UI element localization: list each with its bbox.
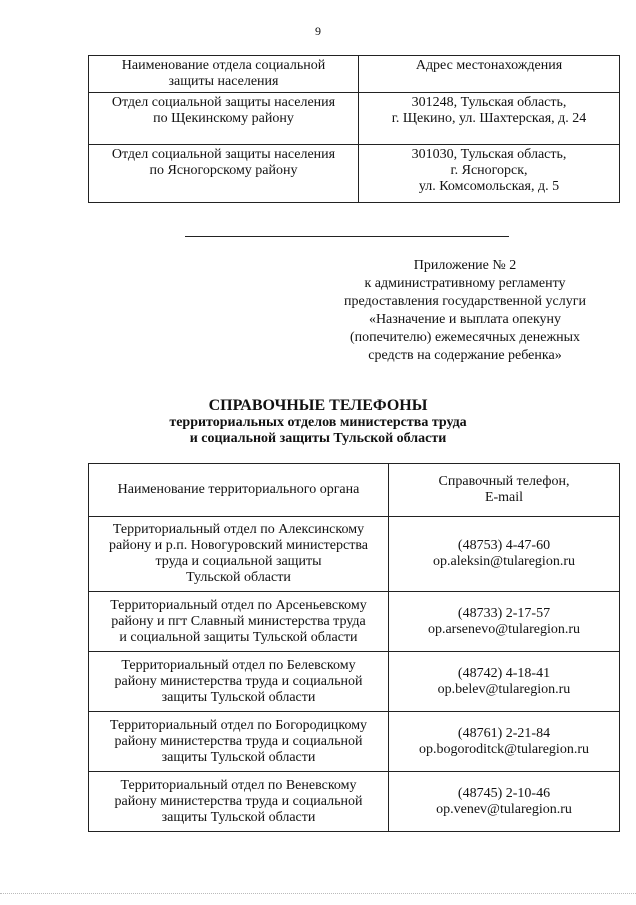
table-header-row <box>89 56 620 93</box>
phone-number: (48733) 2-17-57 <box>457 605 551 621</box>
phone-number: (48753) 4-47-60 <box>457 538 551 553</box>
heading-subtitle-line: территориальных отделов министерства труда <box>169 415 467 430</box>
appendix-caption: Приложение № 2 к административному регламенту предоставления государственной услуги «Назначение и выплата опекуну (попечителю) ежемесячных денежных средств на содержание ребенка» <box>344 258 586 363</box>
territorial-body-cell: Территориальный отдел по Белевскому району министерства труда и социальной защиты Тульской области <box>89 652 389 712</box>
heading-subtitle-line: и социальной защиты Тульской области <box>189 431 447 446</box>
document-heading <box>0 397 636 447</box>
address-cell: 301248, Тульская область, г. Щекино, ул. Шахтерская, д. 24 <box>359 93 620 145</box>
table-row <box>89 712 620 772</box>
contact-cell <box>389 652 620 712</box>
email-address: op.arsenevo@tularegion.ru <box>427 621 581 637</box>
department-name-cell: Отдел социальной защиты населения по Ясногорскому району <box>89 145 359 203</box>
territorial-body-cell: Территориальный отдел по Арсеньевскому району и пгт Славный министерства труда и социальной защиты Тульской области <box>89 592 389 652</box>
phone-number: (48742) 4-18-41 <box>457 665 551 681</box>
email-address: op.aleksin@tularegion.ru <box>433 554 575 569</box>
territorial-body-cell: Территориальный отдел по Богородицкому району министерства труда и социальной защиты Тульской области <box>89 712 389 772</box>
header-territorial-body: Наименование территориального органа <box>89 464 389 517</box>
table-row <box>89 145 620 203</box>
email-address: op.venev@tularegion.ru <box>436 801 572 817</box>
header-phone-email: Справочный телефон, E-mail <box>389 464 620 517</box>
table-row <box>89 93 620 145</box>
phone-number: (48745) 2-10-46 <box>457 785 551 801</box>
scan-artifact-line <box>0 893 636 900</box>
contact-cell <box>389 592 620 652</box>
social-protection-departments-table <box>88 55 620 203</box>
email-address: op.belev@tularegion.ru <box>437 681 571 697</box>
contact-cell <box>389 517 620 592</box>
table-row <box>89 592 620 652</box>
contact-cell <box>389 772 620 832</box>
header-department-name: Наименование отдела социальной защиты населения <box>89 56 359 93</box>
table-row <box>89 652 620 712</box>
heading-title: СПРАВОЧНЫЕ ТЕЛЕФОНЫ <box>208 397 428 414</box>
address-cell: 301030, Тульская область, г. Ясногорск, ул. Комсомольская, д. 5 <box>359 145 620 203</box>
contact-cell <box>389 712 620 772</box>
page-number: 9 <box>315 24 321 38</box>
table-header-row <box>89 464 620 517</box>
reference-phones-table <box>88 463 620 832</box>
table-row <box>89 772 620 832</box>
header-address: Адрес местонахождения <box>359 56 620 93</box>
territorial-body-cell: Территориальный отдел по Алексинскому району и р.п. Новогуровский министерства труда и социальной защиты Тульской области <box>89 517 389 592</box>
phone-number: (48761) 2-21-84 <box>457 725 551 741</box>
section-divider <box>185 236 509 237</box>
territorial-body-cell: Территориальный отдел по Веневскому району министерства труда и социальной защиты Тульской области <box>89 772 389 832</box>
table-row <box>89 517 620 592</box>
email-address: op.bogoroditck@tularegion.ru <box>419 741 589 757</box>
department-name-cell: Отдел социальной защиты населения по Щекинскому району <box>89 93 359 145</box>
